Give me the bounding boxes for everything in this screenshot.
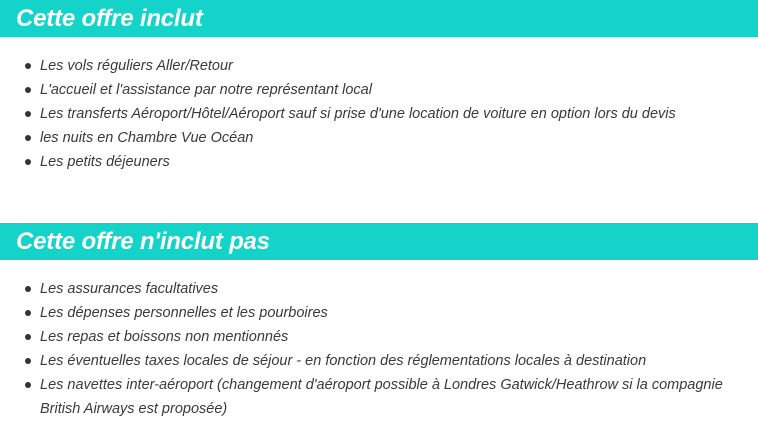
- bullet-icon: [25, 87, 31, 93]
- bullet-icon: [25, 135, 31, 141]
- list-item: Les petits déjeuners: [0, 150, 740, 174]
- bullet-icon: [25, 159, 31, 165]
- list-item: Les dépenses personnelles et les pourboires: [0, 301, 740, 325]
- list-item: Les repas et boissons non mentionnés: [0, 325, 740, 349]
- included-section-title: Cette offre inclut: [16, 5, 203, 32]
- excluded-section-title: Cette offre n'inclut pas: [16, 228, 270, 255]
- list-item: Les éventuelles taxes locales de séjour - en fonction des réglementations locales à destination: [0, 349, 740, 373]
- bullet-icon: [25, 382, 31, 388]
- list-item: Les vols réguliers Aller/Retour: [0, 54, 740, 78]
- excluded-items-list: [0, 277, 740, 421]
- list-item: Les transferts Aéroport/Hôtel/Aéroport sauf si prise d'une location de voiture en option lors du devis: [0, 102, 740, 126]
- excluded-section-header: [0, 223, 758, 260]
- included-section-header: [0, 0, 758, 37]
- bullet-icon: [25, 286, 31, 292]
- list-item: Les navettes inter-aéroport (changement d'aéroport possible à Londres Gatwick/Heathrow si la compagnie British Airways est proposée): [0, 373, 740, 421]
- bullet-icon: [25, 63, 31, 69]
- bullet-icon: [25, 111, 31, 117]
- bullet-icon: [25, 334, 31, 340]
- bullet-icon: [25, 358, 31, 364]
- included-items-list: [0, 54, 740, 174]
- bullet-icon: [25, 310, 31, 316]
- list-item: les nuits en Chambre Vue Océan: [0, 126, 740, 150]
- list-item: Les assurances facultatives: [0, 277, 740, 301]
- list-item: L'accueil et l'assistance par notre représentant local: [0, 78, 740, 102]
